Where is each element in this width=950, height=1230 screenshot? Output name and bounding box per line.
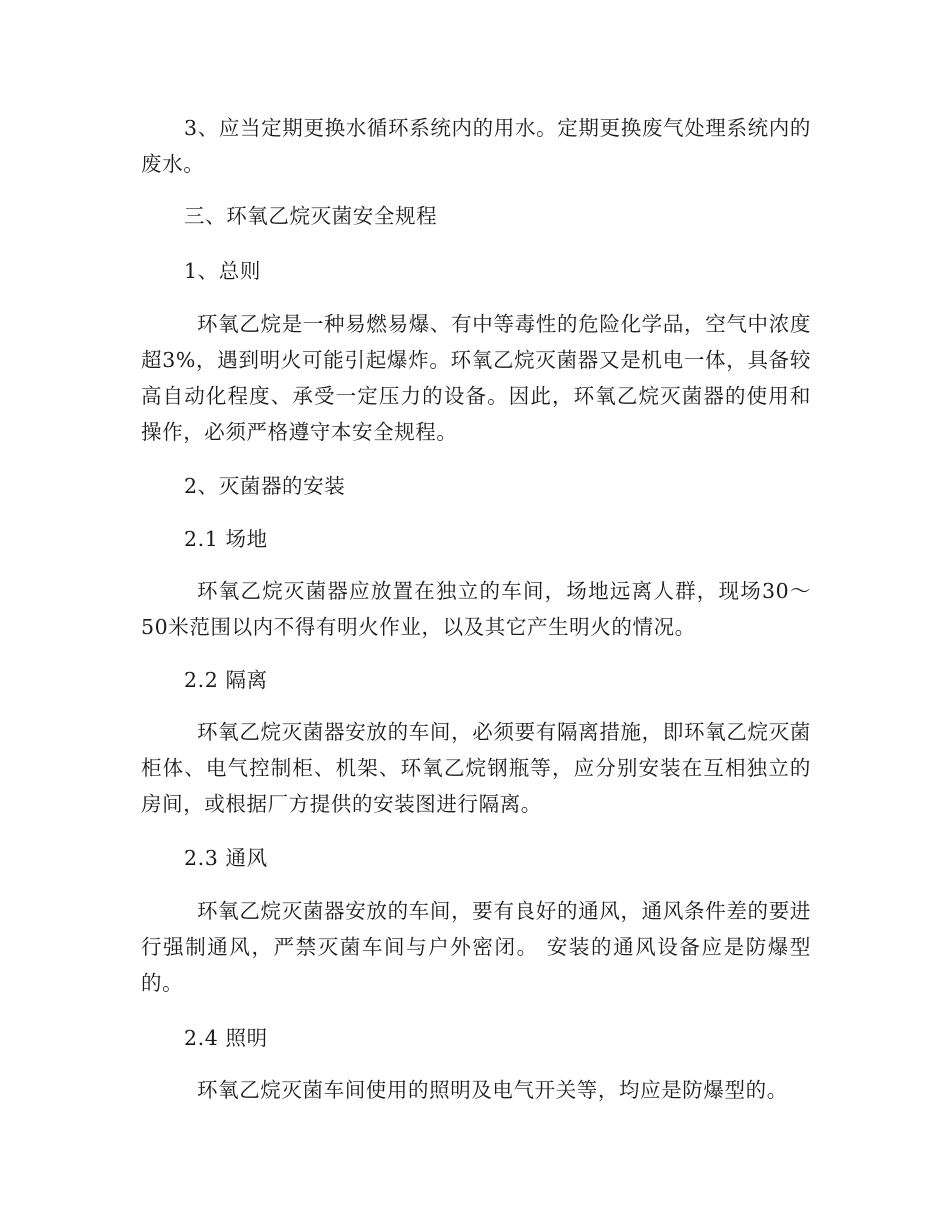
heading-isolation: 2.2 隔离 (184, 668, 268, 692)
section-heading-eo-safety: 三、环氧乙烷灭菌安全规程 (184, 204, 438, 228)
paragraph-water-replacement: 3、应当定期更换水循环系统内的用水。定期更换废气处理系统内的废水。 (141, 116, 811, 176)
paragraph-general: 环氧乙烷是一种易燃易爆、有中等毒性的危险化学品，空气中浓度超3%，遇到明火可能引起爆炸。环氧乙烷灭菌器又是机电一体，具备较高自动化程度、承受一定压力的设备。因此，环氧乙烷灭菌器的使用和操作，必须严格遵守本安全规程。 (141, 312, 811, 444)
heading-general: 1、总则 (184, 259, 261, 283)
paragraph-lighting: 环氧乙烷灭菌车间使用的照明及电气开关等，均应是防爆型的。 (197, 1078, 788, 1102)
paragraph-ventilation: 环氧乙烷灭菌器安放的车间，要有良好的通风，通风条件差的要进行强制通风，严禁灭菌车间与户外密闭。 安装的通风设备应是防爆型的。 (141, 899, 811, 995)
heading-lighting: 2.4 照明 (184, 1026, 268, 1050)
paragraph-isolation: 环氧乙烷灭菌器安放的车间，必须要有隔离措施，即环氧乙烷灭菌柜体、电气控制柜、机架、环氧乙烷钢瓶等，应分别安装在互相独立的房间，或根据厂方提供的安装图进行隔离。 (141, 720, 811, 816)
paragraph-site: 环氧乙烷灭菌器应放置在独立的车间，场地远离人群，现场30～50米范围以内不得有明火作业，以及其它产生明火的情况。 (141, 579, 811, 639)
heading-site: 2.1 场地 (184, 527, 268, 551)
heading-installation: 2、灭菌器的安装 (184, 474, 346, 498)
heading-ventilation: 2.3 通风 (184, 846, 268, 870)
